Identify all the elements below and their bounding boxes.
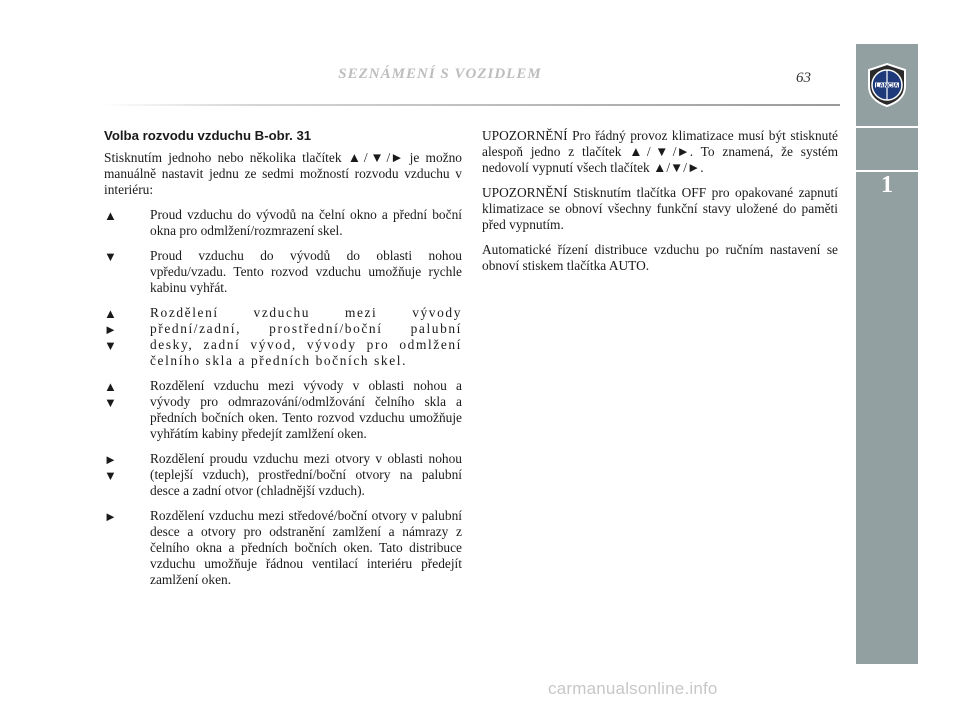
distribution-mode <box>104 508 462 588</box>
intro-paragraph: Stisknutím jednoho nebo několika tlačítek ▲/▼/► je možno manuálně nastavit jednu ze sedmi možností rozvodu vzduchu v interiéru: <box>104 150 462 197</box>
arrow-up-icon: ▲ <box>104 379 117 394</box>
mode-icons <box>104 305 150 369</box>
mode-description: Rozdělení vzduchu mezi vývody přední/zadní, prostřední/boční palubní desky, zadní vývod, vývody pro odmlžení čelního skla a předních bočních skel. <box>150 305 462 368</box>
distribution-mode <box>104 248 462 296</box>
warning-paragraph: UPOZORNĚNÍ Stisknutím tlačítka OFF pro opakované zapnutí klimatizace se obnoví všechny funkční stavy uložené do paměti před vypnutím. <box>482 185 838 232</box>
arrow-up-icon: ▲ <box>104 208 117 223</box>
page-number: 63 <box>796 70 811 86</box>
header-rule <box>100 104 840 106</box>
arrow-down-icon: ▼ <box>104 249 117 264</box>
mode-icons <box>104 207 150 239</box>
lancia-logo <box>856 44 918 126</box>
arrow-right-icon: ► <box>104 322 117 337</box>
distribution-mode <box>104 451 462 499</box>
section-title: Volba rozvodu vzduchu B-obr. 31 <box>104 128 312 143</box>
mode-description: Rozdělení vzduchu mezi vývody v oblasti nohou a vývody pro odmrazování/odmlžování čelního skla a předních bočních oken. Tento rozvod vzduchu umožňuje vyhřátím kabiny předejít zamlžení oken. <box>150 378 462 441</box>
mode-icons <box>104 248 150 296</box>
right-column <box>482 128 838 283</box>
arrow-right-icon: ► <box>104 452 117 467</box>
distribution-mode <box>104 305 462 369</box>
mode-icons <box>104 508 150 588</box>
distribution-mode <box>104 378 462 442</box>
mode-description: Rozdělení proudu vzduchu mezi otvory v oblasti nohou (teplejší vzduch), prostřední/boční otvory na palubní desce a zadní otvor (chladnější vzduch). <box>150 451 462 498</box>
arrow-down-icon: ▼ <box>104 468 117 483</box>
arrow-up-icon: ▲ <box>104 306 117 321</box>
mode-description: Proud vzduchu do vývodů do oblasti nohou vpředu/vzadu. Tento rozvod vzduchu umožňuje rychle kabinu vyhřát. <box>150 248 462 295</box>
running-header-title: SEZNÁMENÍ S VOZIDLEM <box>338 66 542 82</box>
arrow-down-icon: ▼ <box>104 395 117 410</box>
mode-icons <box>104 451 150 499</box>
lancia-logo-icon <box>866 62 908 108</box>
mode-description: Proud vzduchu do vývodů na čelní okno a přední boční okna pro odmlžení/rozmrazení skel. <box>150 207 462 238</box>
arrow-right-icon: ► <box>104 509 117 524</box>
body-paragraph: Automatické řízení distribuce vzduchu po ručním nastavení se obnoví stiskem tlačítka AUTO. <box>482 242 838 273</box>
watermark: carmanualsonline.info <box>548 679 718 698</box>
warning-paragraph: UPOZORNĚNÍ Pro řádný provoz klimatizace musí být stisknuté alespoň jedno z tlačítek ▲/▼/►. To znamená, že systém nedovolí vypnutí všech tlačítek ▲/▼/►. <box>482 128 838 175</box>
tab-divider <box>856 126 918 128</box>
distribution-mode <box>104 207 462 239</box>
chapter-number: 1 <box>881 172 893 198</box>
mode-icons <box>104 378 150 442</box>
arrow-down-icon: ▼ <box>104 338 117 353</box>
chapter-side-tab <box>856 44 918 664</box>
left-column <box>104 128 462 597</box>
mode-description: Rozdělení vzduchu mezi středové/boční otvory v palubní desce a otvory pro odstranění zamlžení a námrazy z čelního okna a předních bočních oken. Tato distribuce vzduchu umožňuje řádnou ventilací interiéru předejít zamlžení oken. <box>150 508 462 587</box>
svg-text:LANCIA: LANCIA <box>875 83 899 90</box>
